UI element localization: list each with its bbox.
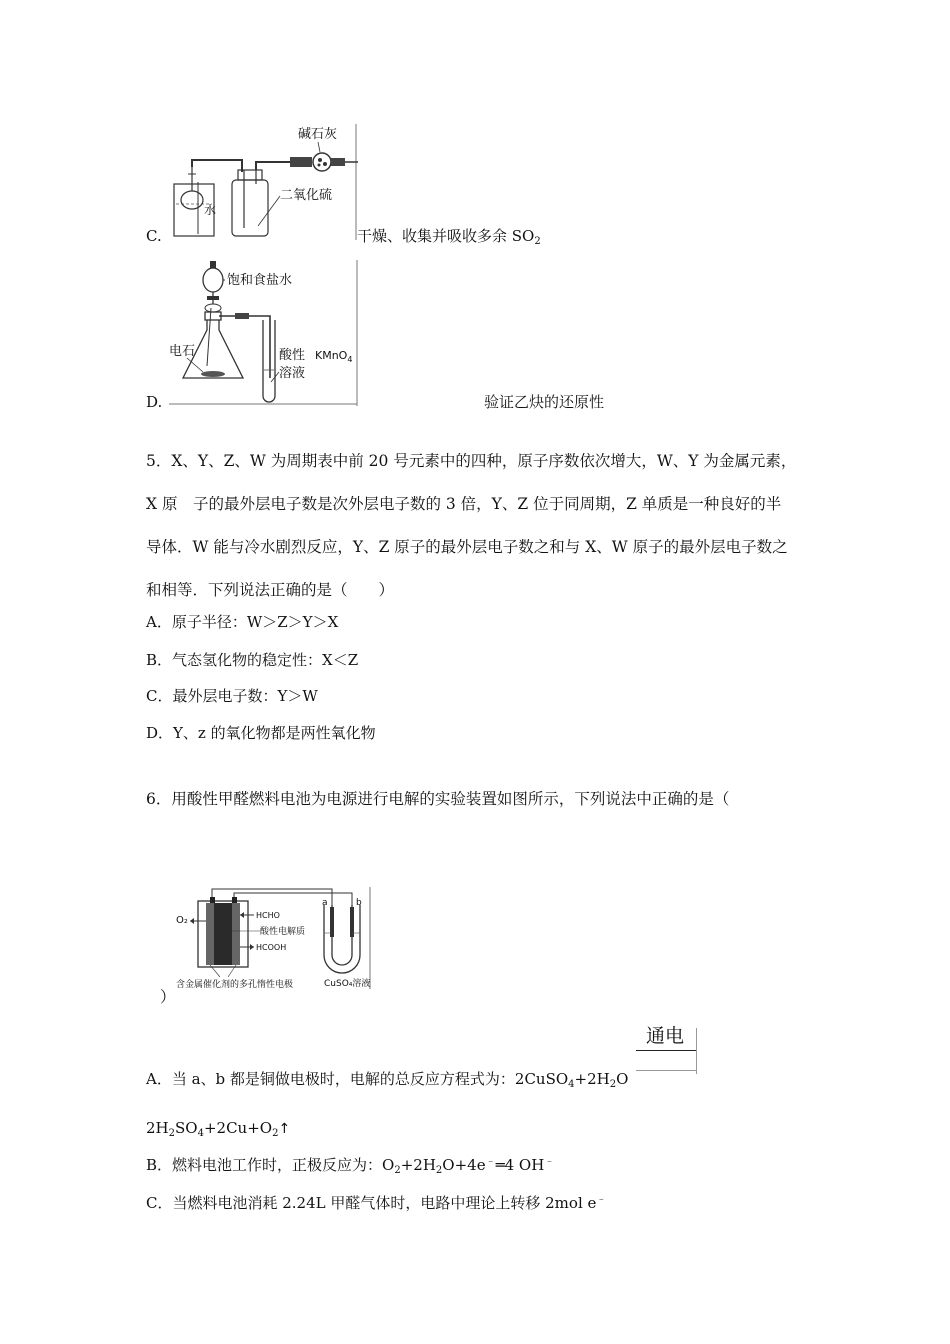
o2-label: O₂: [176, 915, 188, 926]
condition-label: 通电: [646, 1025, 685, 1047]
kmno4-label: KMnO$_4$: [315, 349, 353, 364]
option-d-caption: 验证乙炔的还原性: [484, 393, 605, 411]
electrode-b-label: b: [356, 898, 362, 908]
carbide-label: 电石: [169, 344, 196, 359]
q5-option-b: B．气态氢化物的稳定性：X＜Z: [146, 651, 359, 669]
acidic-label: 酸性: [279, 348, 306, 363]
fuel-cell-electrolysis-apparatus: [170, 885, 375, 993]
q6-option-a-products: $2H_2SO_4+2Cu+O_2↑$: [146, 1119, 291, 1139]
option-c-figure: [170, 122, 360, 242]
option-c-letter: C.: [146, 227, 162, 245]
soda-lime-label: 碱石灰: [298, 127, 338, 142]
q6-option-b: B．燃料电池工作时，正极反应为：$O_2+2H_2O+4e^﹣═4$ OH﹣: [146, 1156, 555, 1176]
q6-stem: 6．用酸性甲醛燃料电池为电源进行电解的实验装置如图所示，下列说法中正确的是（: [146, 790, 730, 808]
electrolyte-label: 酸性电解质: [260, 927, 306, 937]
water-label: 水: [204, 203, 217, 217]
q6-option-c: C．当燃料电池消耗 2.24L 甲醛气体时，电路中理论上转移 2mol e﹣: [146, 1194, 607, 1212]
electrode-label: 含金属催化剂的多孔惰性电极: [176, 980, 294, 990]
electrode-a-label: a: [322, 898, 328, 908]
gas-collection-apparatus: [170, 122, 360, 242]
option-d-letter: D.: [146, 393, 163, 411]
q5-stem-line-2: X 原 子的最外层电子数是次外层电子数的 3 倍，Y、Z 位于同周期，Z 单质是一种良好的半: [146, 495, 782, 513]
so2-label: 二氧化硫: [280, 188, 333, 203]
q6-option-a: A．当 a、b 都是铜做电极时，电解的总反应方程式为：$2CuSO_4+2H_2O$: [146, 1070, 629, 1090]
option-c-caption: 干燥、收集并吸收多余 $SO_2$: [357, 227, 541, 247]
q5-option-c: C．最外层电子数：Y＞W: [146, 687, 318, 705]
option-d-figure: [165, 258, 360, 408]
reaction-condition: [636, 1024, 698, 1074]
q5-option-d: D．Y、z 的氧化物都是两性氧化物: [146, 724, 376, 742]
acetylene-apparatus: [165, 258, 360, 408]
q5-stem-line-1: 5．X、Y、Z、W 为周期表中前 20 号元素中的四种，原子序数依次增大，W、Y 为金属元素，: [146, 452, 797, 470]
q5-option-a: A．原子半径：W＞Z＞Y＞X: [146, 613, 339, 631]
q5-stem-line-3: 导体．W 能与冷水剧烈反应，Y、Z 原子的最外层电子数之和与 X、W 原子的最外层电子数之: [146, 538, 788, 556]
brine-label: 饱和食盐水: [227, 273, 293, 288]
q5-stem-line-4: 和相等．下列说法正确的是（ ）: [146, 581, 395, 599]
hcho-label: HCHO: [256, 911, 280, 920]
q6-figure: [170, 885, 375, 993]
q6-stem-close: ）: [160, 988, 176, 1006]
solution-label: 溶液: [279, 366, 306, 381]
hcooh-label: HCOOH: [256, 943, 287, 952]
cuso4-label: CuSO₄溶液: [324, 979, 371, 989]
